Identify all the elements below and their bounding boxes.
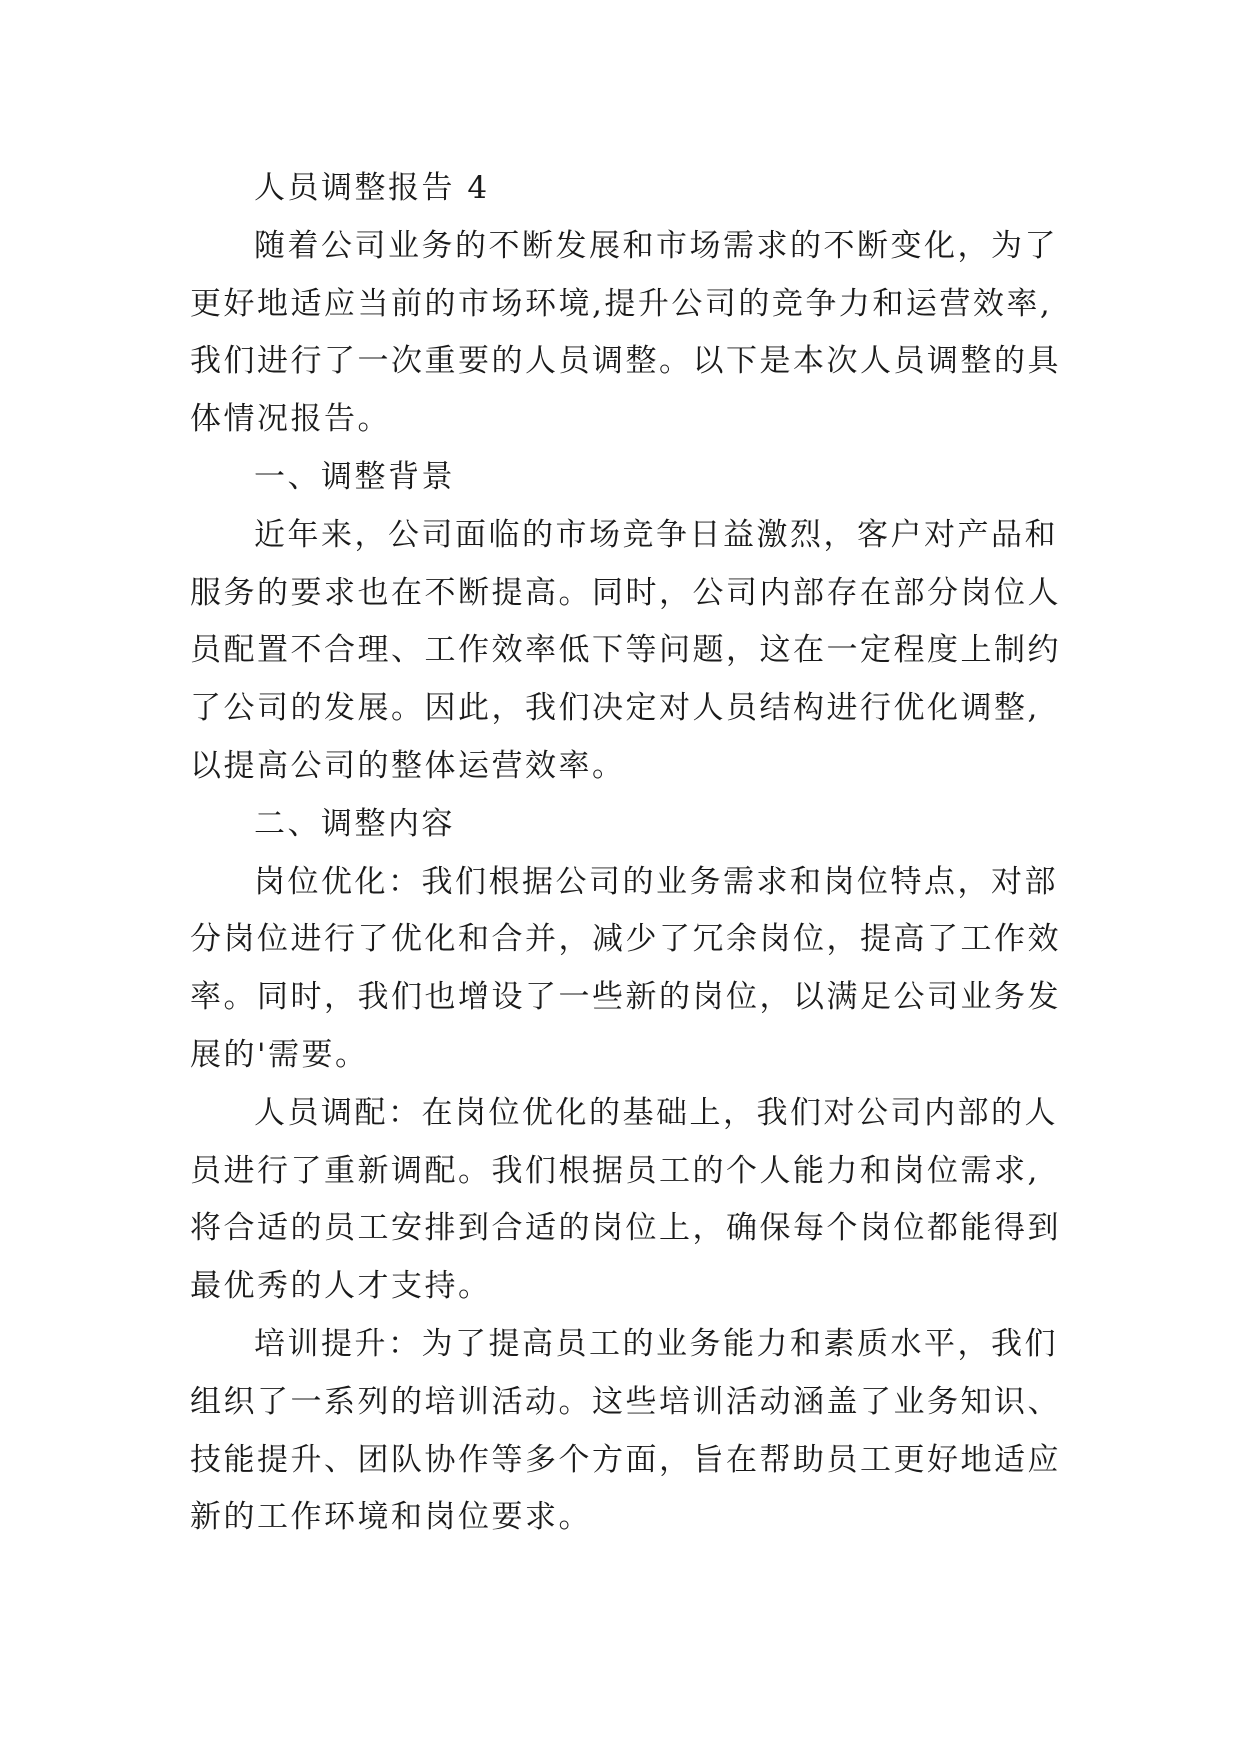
background-paragraph — [190, 507, 1090, 796]
document-title: 人员调整报告 4 — [254, 170, 490, 206]
paragraph-line: 展的'需要。 — [190, 1036, 369, 1073]
paragraph-line: 将合适的员工安排到合适的岗位上，确保每个岗位都能得到 — [190, 1210, 1061, 1247]
paragraph-line: 更好地适应当前的市场环境,提升公司的竞争力和运营效率, — [190, 285, 1053, 322]
paragraph-line: 最优秀的人才支持。 — [190, 1268, 492, 1305]
paragraph-line: 员配置不合理、工作效率低下等问题，这在一定程度上制约 — [190, 632, 1061, 669]
paragraph-line: 随着公司业务的不断发展和市场需求的不断变化，为了 — [254, 227, 1058, 264]
paragraph-line: 了公司的发展。因此，我们决定对人员结构进行优化调整, — [190, 690, 1040, 727]
paragraph-line: 员进行了重新调配。我们根据员工的个人能力和岗位需求, — [190, 1152, 1040, 1189]
section-heading-content: 二、调整内容 — [254, 805, 455, 842]
document-body — [190, 160, 1090, 1547]
intro-paragraph — [190, 218, 1090, 449]
paragraph-line: 技能提升、团队协作等多个方面，旨在帮助员工更好地适应 — [190, 1441, 1061, 1478]
paragraph-line: 体情况报告。 — [190, 401, 391, 438]
paragraph-line: 近年来，公司面临的市场竞争日益激烈，客户对产品和 — [254, 516, 1058, 553]
paragraph-line: 培训提升：为了提高员工的业务能力和素质水平，我们 — [254, 1325, 1058, 1362]
section-heading-background: 一、调整背景 — [254, 458, 455, 495]
paragraph-line: 率。同时，我们也增设了一些新的岗位，以满足公司业务发 — [190, 979, 1061, 1016]
paragraph-line: 服务的要求也在不断提高。同时，公司内部存在部分岗位人 — [190, 574, 1061, 611]
training-paragraph — [190, 1316, 1090, 1547]
paragraph-line: 分岗位进行了优化和合并，减少了冗余岗位，提高了工作效 — [190, 921, 1061, 958]
paragraph-line: 岗位优化：我们根据公司的业务需求和岗位特点，对部 — [254, 863, 1058, 900]
paragraph-line: 人员调配：在岗位优化的基础上，我们对公司内部的人 — [254, 1094, 1058, 1131]
position-optimization-paragraph — [190, 854, 1090, 1085]
paragraph-line: 我们进行了一次重要的人员调整。以下是本次人员调整的具 — [190, 343, 1061, 380]
staff-allocation-paragraph — [190, 1085, 1090, 1316]
paragraph-line: 组织了一系列的培训活动。这些培训活动涵盖了业务知识、 — [190, 1383, 1061, 1420]
paragraph-line: 以提高公司的整体运营效率。 — [190, 747, 626, 784]
paragraph-line: 新的工作环境和岗位要求。 — [190, 1499, 592, 1536]
